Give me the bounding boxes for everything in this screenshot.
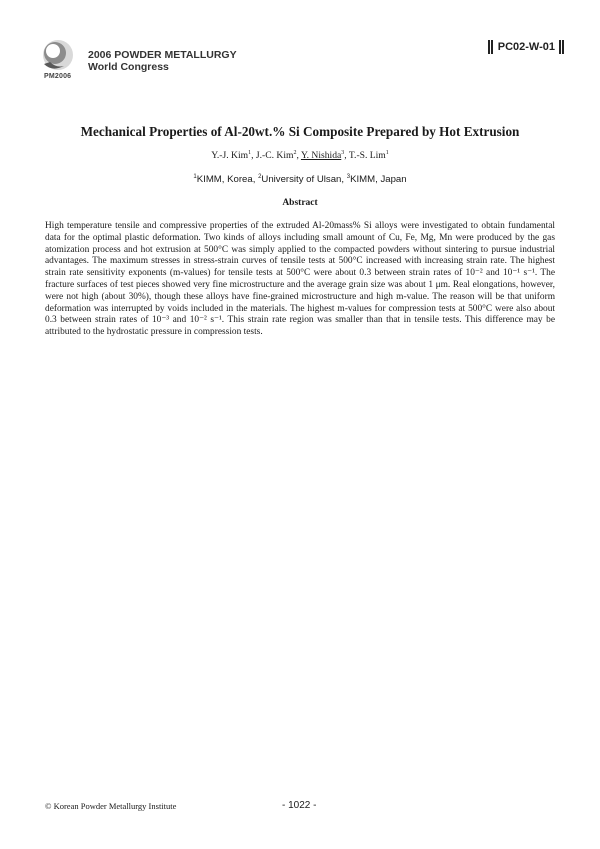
paper-code: PC02-W-01 bbox=[497, 41, 555, 53]
author: J.-C. Kim$^2$ bbox=[255, 150, 297, 161]
author-list: Y.-J. Kim$^1$, J.-C. Kim$^2$, Y. Nishida$^3$, T.-S. Lim$^1$ bbox=[211, 150, 389, 161]
badge-left-bars bbox=[488, 40, 490, 54]
conference-line-1: 2006 POWDER METALLURGY bbox=[88, 49, 237, 61]
conference-line-2: World Congress bbox=[88, 61, 169, 73]
author: T.-S. Lim$^1$ bbox=[348, 150, 389, 161]
conference-name bbox=[88, 49, 237, 73]
author-presenting: Y. Nishida$^3$ bbox=[300, 150, 345, 161]
affiliation: $^1$KIMM, Korea, bbox=[193, 174, 259, 185]
pm-swirl-logo-icon bbox=[38, 38, 74, 74]
affiliation: $^3$KIMM, Japan bbox=[346, 174, 407, 185]
copyright-notice: © Korean Powder Metallurgy Institute bbox=[45, 801, 177, 811]
affiliation: $^2$University of Ulsan, bbox=[258, 174, 347, 185]
abstract-heading: Abstract bbox=[282, 198, 318, 208]
abstract-text: High temperature tensile and compressive properties of the extruded Al-20mass% Si alloys were investigated to obtain fundamental data for the optimal plastic deformation. Two kinds of alloys including small amount of Cu, Fe, Mg, Mn were produced by the gas atomization process and hot extrusion at 500°C was simply applied to the compacted powders without sintering to pursue industrial advantages. The maximum stresses in stress-strain curves of tensile tests at 500°C increased with increasing strain rate. The highest strain rate sensitivity exponents (m-values) for tensile tests at 500°C were about 0.3 between strain rates of 10⁻² and 10⁻¹ s⁻¹. The fracture surfaces of test pieces showed very fine microstructure and the average grain size was about 1 μm. Real elongations, however, were not high (about 30%), though these alloys have fine-grained microstructure and high m-value. The reason will be that uniform deformation was interrupted by voids included in the materials. The highest m-values for compression tests at 500°C were also about 0.3 between strain rates of 10⁻³ and 10⁻² s⁻¹. This strain rate region was smaller than that in tensile tests. This difference may be attributed to the hydrostatic pressure in compression tests. bbox=[45, 221, 555, 338]
badge-right-bars bbox=[562, 40, 564, 54]
logo-caption: PM2006 bbox=[44, 73, 72, 80]
paper-title: Mechanical Properties of Al-20wt.% Si Composite Prepared by Hot Extrusion bbox=[80, 124, 520, 139]
page-number: - 1022 - bbox=[282, 800, 317, 811]
affiliation-list bbox=[0, 174, 600, 185]
paper-code-badge bbox=[488, 40, 564, 54]
author: Y.-J. Kim$^1$ bbox=[211, 150, 252, 161]
